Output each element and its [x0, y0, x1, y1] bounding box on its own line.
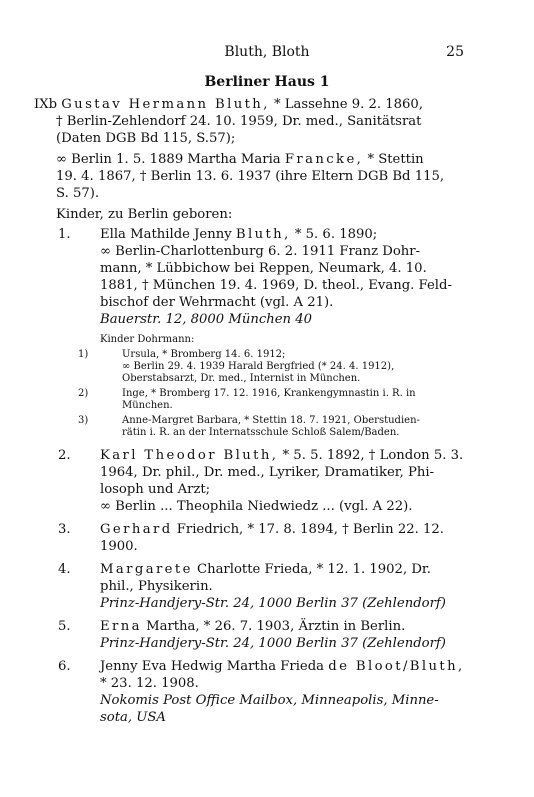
child-address: sota, USA: [100, 710, 166, 725]
child-line: 5. Erna Martha, * 26. 7. 1903, Ärztin in Berlin.: [58, 619, 406, 634]
child-line: * 23. 12. 1908.: [100, 676, 199, 691]
genealogy-text: [34, 96, 472, 726]
marriage-line: ∞ Berlin 1. 5. 1889 Martha Maria Francke, * Stettin: [56, 152, 424, 167]
child-item: [56, 658, 472, 726]
entry-birth: * Lassehne 9. 2. 1860,: [269, 97, 424, 112]
grandchild-item: 2) Inge, * Bromberg 17. 12. 1916, Krankengymnastin i. R. in München.: [78, 388, 416, 411]
child-line: bischof der Wehrmacht (vgl. A 21).: [100, 295, 334, 310]
child-item: [56, 447, 472, 515]
child-line: 1881, † München 19. 4. 1969, D. theol., Evang. Feld-: [100, 278, 452, 293]
child-number: 1.: [58, 227, 71, 242]
spouse-surname: Francke,: [284, 152, 364, 167]
grandchild-item: 1) Ursula, * Bromberg 14. 6. 1912; ∞ Berlin 29. 4. 1939 Harald Bergfried (* 24. 4. 1912), Oberstabsarzt, Dr. med., Internist in München.: [78, 349, 395, 384]
child-address: Prinz-Handjery-Str. 24, 1000 Berlin 37 (Zehlendorf): [100, 636, 446, 651]
entry-label: IXb: [34, 97, 58, 112]
entry-name: Gustav Hermann Bluth,: [61, 97, 270, 112]
marriage-line: S. 57).: [56, 186, 100, 201]
child-line: ∞ Berlin ... Theophila Niedwiedz ... (vgl. A 22).: [100, 499, 413, 514]
dohrmann-children: [79, 334, 472, 439]
child-item: [56, 521, 472, 555]
children-intro: Kinder, zu Berlin geboren:: [56, 207, 233, 222]
child-line: losoph und Arzt;: [100, 482, 211, 497]
entry-line: (Daten DGB Bd 115, S.57);: [56, 131, 236, 146]
child-line: phil., Physikerin.: [100, 579, 213, 594]
child-line: 4. Margarete Charlotte Frieda, * 12. 1. 1902, Dr.: [58, 562, 431, 577]
marriage-line: 19. 4. 1867, † Berlin 13. 6. 1937 (ihre Eltern DGB Bd 115,: [56, 169, 445, 184]
child-line: 1964, Dr. phil., Dr. med., Lyriker, Dramatiker, Phi-: [100, 465, 435, 480]
entry-ixb: [34, 96, 472, 223]
child-line: mann, * Lübbichow bei Reppen, Neumark, 4. 10.: [100, 261, 427, 276]
child-address: Bauerstr. 12, 8000 München 40: [100, 312, 313, 327]
child-line: 6. Jenny Eva Hedwig Martha Frieda de Bloot/Bluth,: [58, 659, 465, 674]
dohrmann-heading: Kinder Dohrmann:: [100, 334, 195, 345]
running-head-title: Bluth, Bloth: [224, 44, 310, 60]
child-item: [56, 561, 472, 612]
entry-line: [34, 96, 472, 113]
grandchild-item: 3) Anne-Margret Barbara, * Stettin 18. 7. 1921, Oberstudien- rätin i. R. an der Internatsschule Schloß Salem/Baden.: [78, 415, 420, 438]
child-line: 3. Gerhard Friedrich, * 17. 8. 1894, † Berlin 22. 12.: [58, 522, 444, 537]
child-address: Prinz-Handjery-Str. 24, 1000 Berlin 37 (Zehlendorf): [100, 596, 446, 611]
entry-line: † Berlin-Zehlendorf 24. 10. 1959, Dr. med., Sanitätsrat: [56, 114, 422, 129]
child-line: 2. Karl Theodor Bluth, * 5. 5. 1892, † London 5. 3.: [58, 448, 464, 463]
page-number: 25: [446, 44, 464, 60]
child-item: [56, 226, 472, 439]
child-line: 1900.: [100, 539, 138, 554]
section-title: Berliner Haus 1: [204, 74, 330, 90]
child-item: [56, 618, 472, 652]
child-address: Nokomis Post Office Mailbox, Minneapolis, Minne-: [100, 693, 439, 708]
child-line: ∞ Berlin-Charlottenburg 6. 2. 1911 Franz Dohr-: [100, 244, 421, 259]
child-line: 1. Ella Mathilde Jenny Bluth, * 5. 6. 1890;: [58, 227, 378, 242]
